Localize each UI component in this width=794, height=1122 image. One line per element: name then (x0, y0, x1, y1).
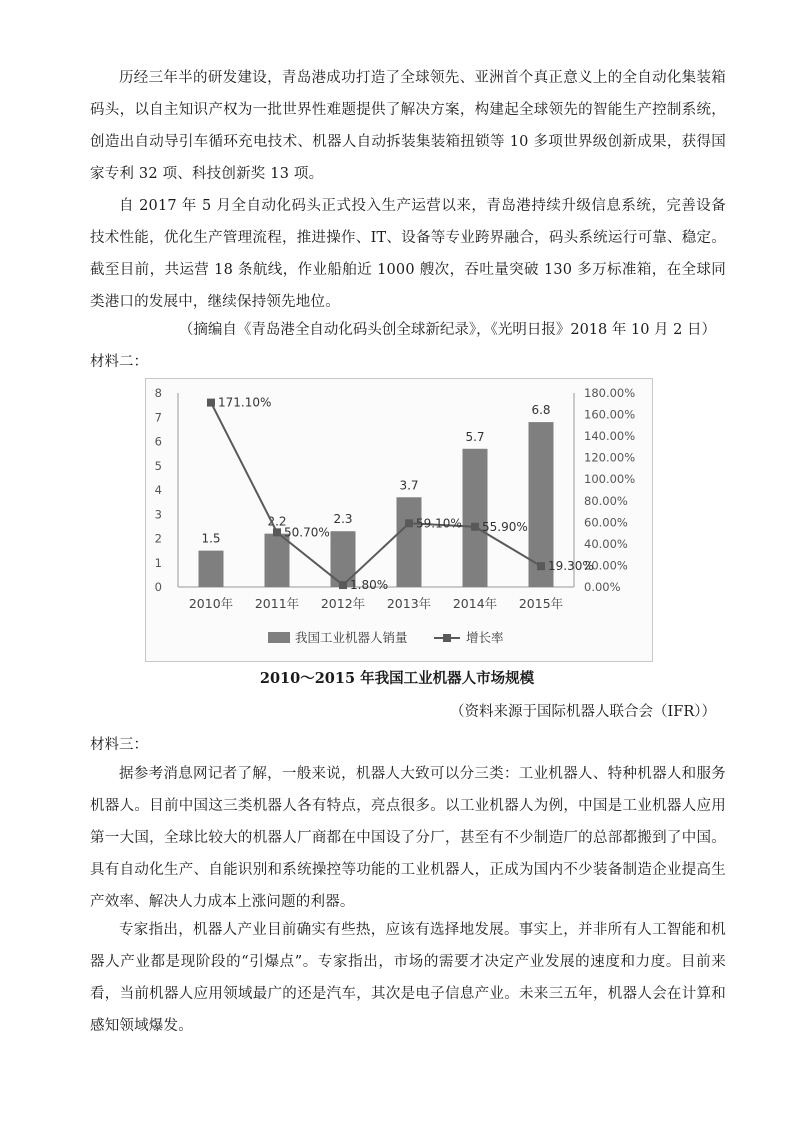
x-axis-tick: 2011年 (254, 596, 300, 611)
right-axis-tick: 0.00% (584, 580, 621, 594)
left-axis-tick: 5 (154, 458, 162, 473)
bar-data-label: 5.7 (465, 429, 485, 444)
source-citation-1: （摘编自《青岛港全自动化码头创全球新纪录》，《光明日报》2018 年 10 月 2 日） (178, 322, 716, 338)
paragraph-robot-types: 据参考消息网记者了解，一般来说，机器人大致可以分三类：工业机器人、特种机器人和服务机器人。目前中国这三类机器人各有特点，亮点很多。以工业机器人为例，中国是工业机器人应用第一大国，全球比较大的机器人厂商都在中国设了分厂，甚至有不少制造厂的总部都搬到了中国。具有自动化生产、自能识别和系统操控等功能的工业机器人，正成为国内不少装备制造企业提高生产效率、解决人力成本上涨问题的利器。 (90, 766, 726, 910)
chart-caption: 2010～2015 年我国工业机器人市场规模 (259, 670, 535, 687)
bar-data-label: 2.3 (333, 512, 353, 527)
bar-sales (265, 534, 290, 587)
left-axis-tick: 3 (154, 507, 162, 522)
chart-svg (146, 379, 652, 661)
material-2-label: 材料二： (90, 354, 148, 370)
robot-market-chart (145, 378, 653, 662)
legend-line-label: 增长率 (466, 630, 504, 645)
right-axis-tick: 140.00% (584, 429, 636, 444)
right-axis-tick: 180.00% (584, 386, 636, 400)
legend-bar-label: 我国工业机器人销量 (295, 630, 408, 645)
line-data-label: 19.30% (548, 559, 594, 574)
x-axis-tick: 2013年 (386, 596, 432, 611)
paragraph-port-operation: 自 2017 年 5 月全自动化码头正式投入生产运营以来，青岛港持续升级信息系统，完善设备技术性能，优化生产管理流程，推进操作、IT、设备等专业跨界融合，码头系统运行可靠、稳定。截至目前，共运营 18 条航线，作业船舶近 1000 艘次，吞吐量突破 130 多万标准箱，在全球同类港口的发展中，继续保持领先地位。 (90, 198, 726, 310)
right-axis-tick: 160.00% (584, 407, 636, 422)
line-data-label: 50.70% (284, 525, 330, 540)
right-axis-tick: 40.00% (584, 536, 628, 551)
growth-rate-marker (537, 562, 545, 570)
paragraph-port-development: 历经三年半的研发建设，青岛港成功打造了全球领先、亚洲首个真正意义上的全自动化集装箱码头，以自主知识产权为一批世界性难题提供了解决方案，构建起全球领先的智能生产控制系统，创造出自动导引车循环充电技术、机器人自动拆装集装箱扭锁等 10 多项世界级创新成果，获得国家专利 32 项、科技创新奖 13 项。 (90, 70, 726, 182)
line-data-label: 59.10% (416, 516, 462, 531)
right-axis-tick: 120.00% (584, 450, 636, 465)
left-axis-tick: 2 (154, 531, 162, 546)
bar-data-label: 3.7 (399, 478, 419, 493)
left-axis-tick: 6 (154, 434, 162, 449)
right-axis-tick: 20.00% (584, 558, 628, 573)
x-axis-tick: 2014年 (452, 596, 498, 611)
legend-bar-swatch (268, 632, 290, 643)
bar-data-label: 6.8 (531, 403, 551, 418)
growth-rate-line (211, 403, 541, 585)
line-data-label: 55.90% (482, 519, 528, 534)
left-axis-tick: 8 (154, 386, 162, 400)
left-axis-tick: 0 (154, 580, 162, 594)
growth-rate-marker (207, 399, 215, 407)
material-3-label: 材料三： (90, 737, 148, 753)
x-axis-tick: 2015年 (518, 596, 564, 611)
left-axis-tick: 1 (154, 555, 162, 570)
bar-sales (463, 449, 488, 587)
left-axis-tick: 7 (154, 410, 162, 425)
line-data-label: 1.80% (350, 578, 389, 593)
source-citation-2: （资料来源于国际机器人联合会（IFR）） (450, 704, 716, 720)
x-axis-tick: 2010年 (188, 596, 234, 611)
left-axis-tick: 4 (154, 483, 162, 497)
right-axis-tick: 100.00% (584, 472, 636, 487)
bar-sales (397, 497, 422, 587)
growth-rate-marker (405, 519, 413, 527)
x-axis-tick: 2012年 (320, 596, 366, 611)
growth-rate-marker (471, 523, 479, 531)
bar-sales (199, 551, 224, 587)
legend-line-marker (443, 634, 451, 642)
bar-data-label: 1.5 (201, 531, 221, 546)
growth-rate-marker (273, 528, 281, 536)
growth-rate-marker (339, 581, 347, 589)
line-data-label: 171.10% (218, 395, 272, 410)
right-axis-tick: 60.00% (584, 515, 628, 530)
paragraph-expert-view: 专家指出，机器人产业目前确实有些热，应该有选择地发展。事实上，并非所有人工智能和机器人产业都是现阶段的“引爆点”。专家指出，市场的需要才决定产业发展的速度和力度。目前来看，当前机器人应用领域最广的还是汽车，其次是电子信息产业。未来三五年，机器人会在计算和感知领域爆发。 (90, 922, 726, 1034)
right-axis-tick: 80.00% (584, 493, 628, 508)
bar-data-label: 2.2 (267, 514, 287, 529)
